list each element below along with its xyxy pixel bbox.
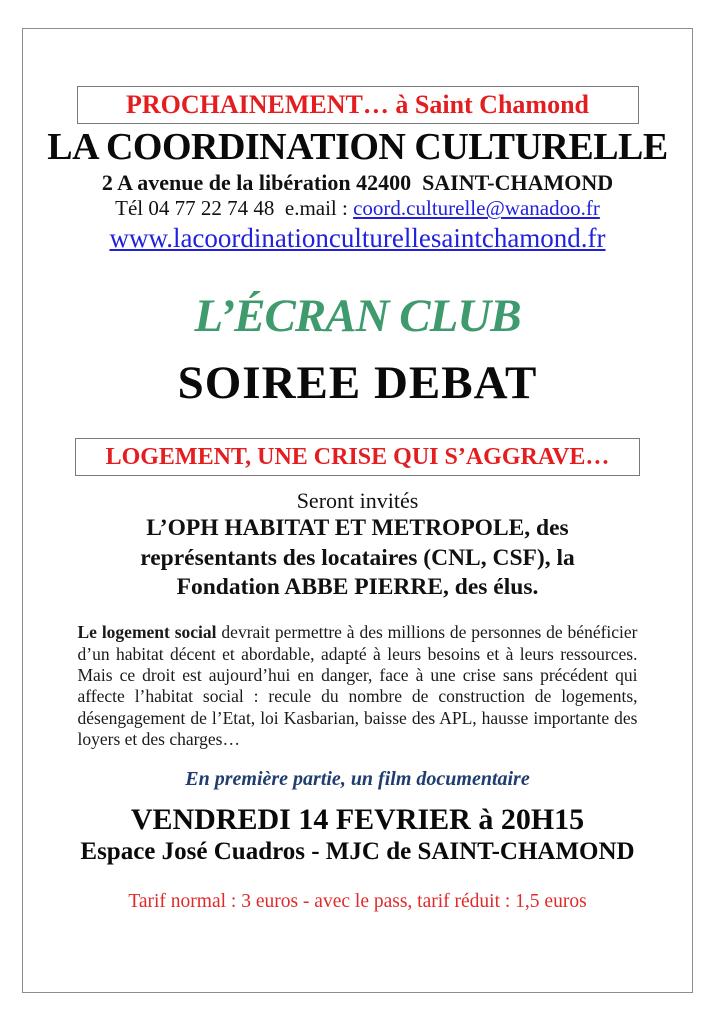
body-paragraph-lead: Le logement social (77, 622, 217, 643)
website-line (23, 223, 692, 254)
organization-name: LA COORDINATION CULTURELLE (47, 126, 668, 168)
guest-line-2: représentants des locataires (CNL, CSF), la (140, 544, 575, 571)
guest-line-1: L’OPH HABITAT ET METROPOLE, des (146, 515, 569, 542)
website-link[interactable]: www.lacoordinationculturellesaintchamond.fr (109, 222, 606, 253)
upcoming-banner-text: PROCHAINEMENT… à Saint Chamond (125, 90, 589, 119)
organization-address: 2 A avenue de la libération 42400 SAINT-CHAMOND (101, 170, 614, 196)
contact-line (23, 196, 692, 221)
theme-banner-box (75, 438, 640, 476)
first-part-note: En première partie, un film documentaire (185, 767, 530, 790)
upcoming-banner-box (77, 86, 639, 124)
theme-banner-text: LOGEMENT, UNE CRISE QUI S’AGGRAVE… (105, 443, 610, 470)
price-info: Tarif normal : 3 euros - avec le pass, tarif réduit : 1,5 euros (128, 891, 587, 913)
event-date: VENDREDI 14 FEVRIER à 20H15 (130, 802, 585, 836)
email-link[interactable]: coord.culturelle@wanadoo.fr (353, 196, 600, 221)
body-paragraph (78, 622, 638, 750)
phone-email-label: Tél 04 77 22 74 48 e.mail : (115, 196, 354, 221)
body-paragraph-rest: devrait permettre à des millions de personnes de bénéficier d’un habitat décent et abordable, adapté à leurs besoins et à leurs ressources. Mais ce droit est aujourd’hui en danger, face à une crise sans précédent qui affecte l’habitat social : recule du nombre de construction de logements, désengagement de l’Etat, loi Kasbarian, baisse des APL, hausse importante des loyers et des charges… (77, 622, 638, 750)
event-type-title: SOIREE DEBAT (177, 357, 538, 410)
guest-line-3: Fondation ABBE PIERRE, des élus. (176, 574, 539, 601)
guests-intro: Seront invités (296, 487, 419, 513)
flyer-page (22, 28, 693, 993)
club-title: L’ÉCRAN CLUB (194, 289, 521, 342)
event-venue: Espace José Cuadros - MJC de SAINT-CHAMOND (80, 838, 635, 866)
